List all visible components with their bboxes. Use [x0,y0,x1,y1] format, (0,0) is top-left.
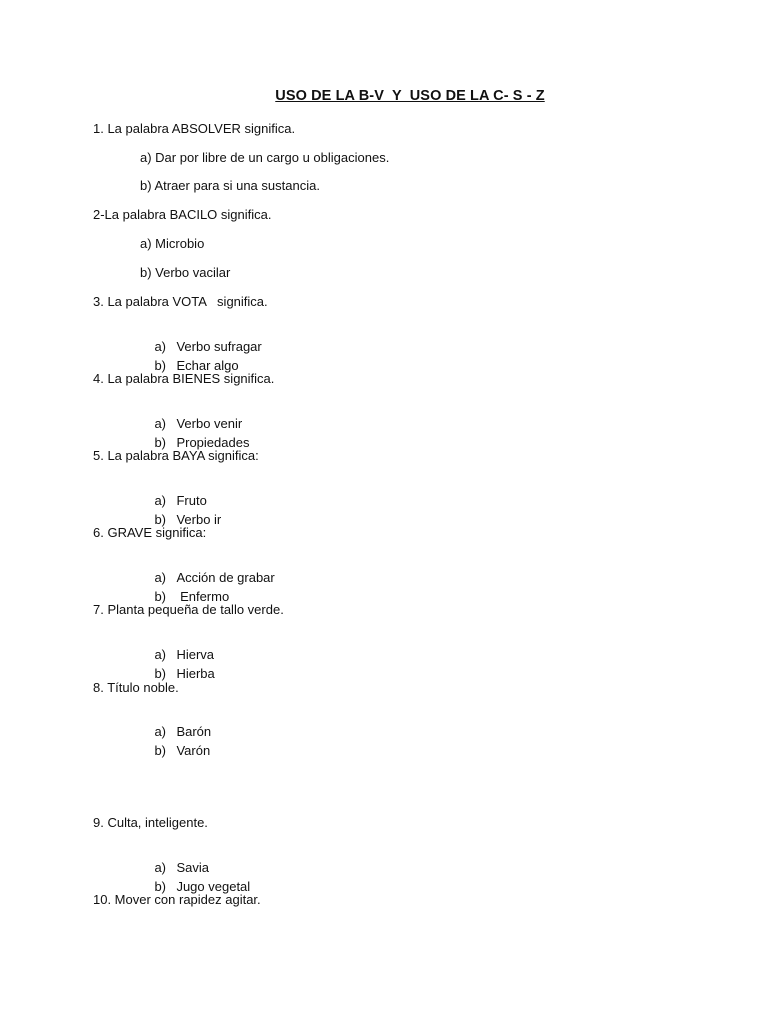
option-text: Hierba [176,666,215,681]
option-text: Verbo sufragar [176,339,262,354]
option-text: Verbo venir [176,416,243,431]
option-text: Echar algo [176,358,239,373]
option-marker: b) [154,435,167,450]
question-1-option-b: b) Atraer para si una sustancia. [140,178,320,193]
option-text: Varón [176,743,211,758]
question-2-option-b: b) Verbo vacilar [140,265,231,280]
question-1: 1. La palabra ABSOLVER significa. [93,121,296,136]
option-text: Barón [176,724,212,739]
option-text: Hierva [176,647,215,662]
question-4: 4. La palabra BIENES significa. [93,371,275,386]
document-title: USO DE LA B-V Y USO DE LA C- S - Z [275,88,545,104]
option-marker: b) [154,879,167,894]
option-text: Propiedades [176,435,250,450]
option-marker: b) [154,589,167,604]
question-9: 9. Culta, inteligente. [93,815,208,830]
option-marker: b) [154,666,167,681]
question-7: 7. Planta pequeña de tallo verde. [93,602,284,617]
option-text: Acción de grabar [176,570,275,585]
question-8: 8. Título noble. [93,680,179,695]
option-marker: a) [154,724,167,739]
question-1-option-a: a) Dar por libre de un cargo u obligaciones. [140,150,390,165]
option-text: Fruto [176,493,207,508]
option-marker: a) [154,493,167,508]
option-marker: b) [154,512,167,527]
option-text: Verbo ir [176,512,222,527]
option-marker: a) [154,647,167,662]
question-2-option-a: a) Microbio [140,236,205,251]
question-3: 3. La palabra VOTA significa. [93,294,268,309]
option-marker: a) [154,339,167,354]
question-2: 2-La palabra BACILO significa. [93,207,272,222]
option-text: Savia [176,860,209,875]
option-marker: a) [154,860,167,875]
option-marker: a) [154,570,167,585]
question-6: 6. GRAVE significa: [93,525,207,540]
option-marker: b) [154,743,167,758]
question-8-option-b [140,727,210,775]
option-text: Enfermo [176,589,230,604]
question-10: 10. Mover con rapidez agitar. [93,892,261,907]
question-5: 5. La palabra BAYA significa: [93,448,259,463]
option-marker: a) [154,416,167,431]
option-text: Jugo vegetal [176,879,251,894]
option-marker: b) [154,358,167,373]
